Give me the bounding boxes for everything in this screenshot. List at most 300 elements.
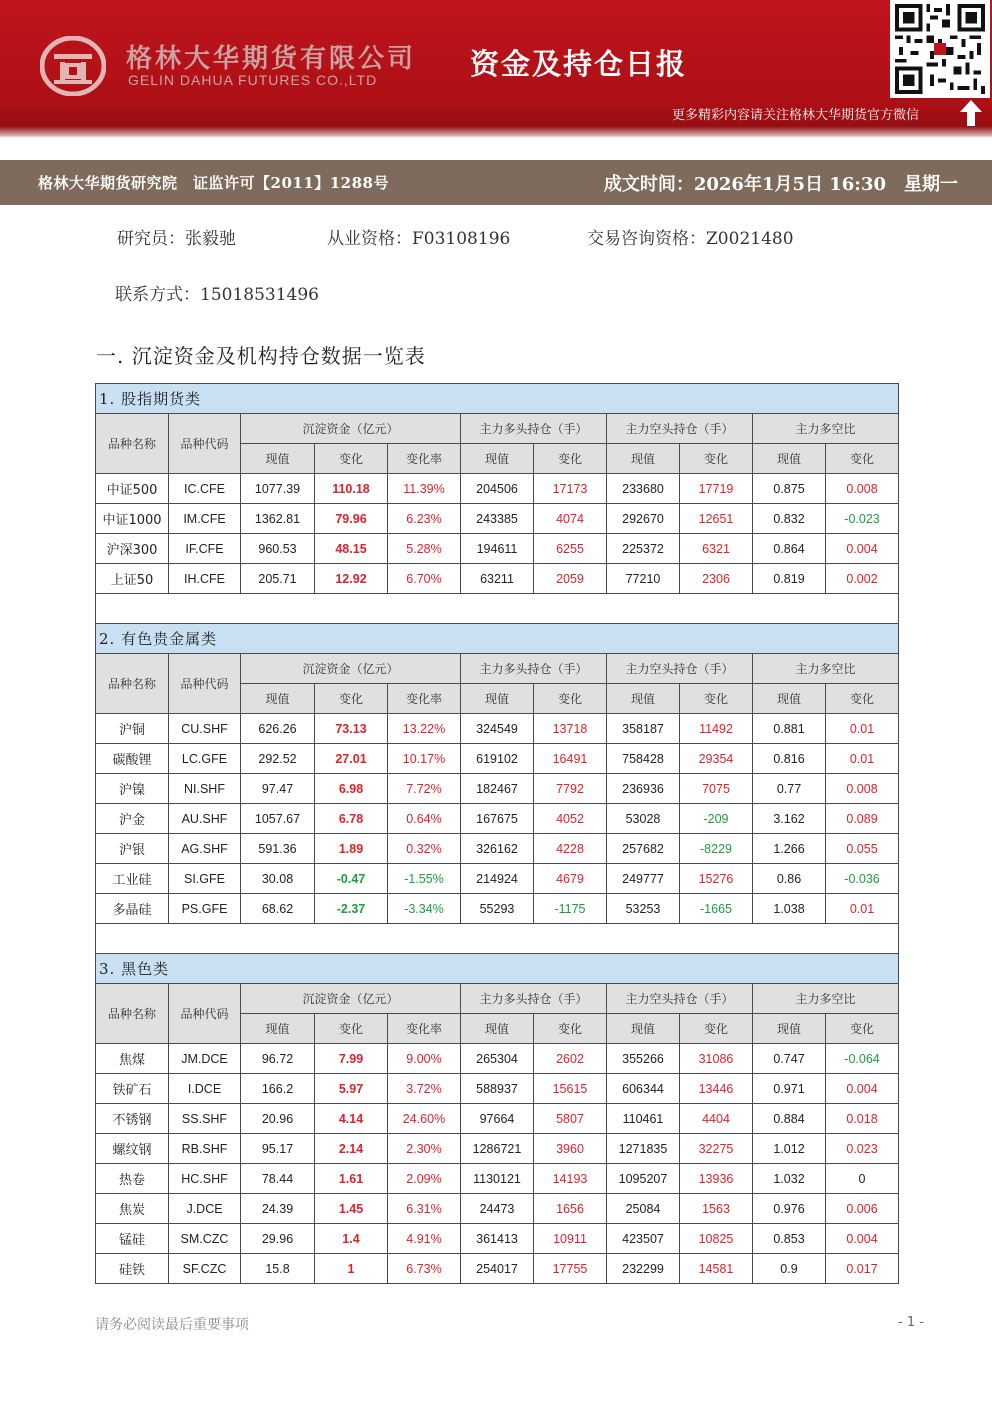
wechat-follow-tip: 更多精彩内容请关注格林大华期货官方微信 — [672, 108, 920, 123]
column-header: 品种名称 — [96, 984, 169, 1044]
column-header: 主力多空比 — [753, 654, 899, 684]
page-number: - 1 - — [898, 1315, 924, 1330]
header-row — [96, 984, 899, 1014]
table-row — [96, 1194, 899, 1224]
column-header: 品种代码 — [169, 654, 241, 714]
column-subheader: 变化 — [534, 444, 607, 474]
table-cell: 1.266 — [753, 834, 826, 864]
table-cell: 螺纹钢 — [96, 1134, 169, 1164]
column-subheader: 现值 — [607, 1014, 680, 1044]
category-row — [96, 384, 899, 414]
table-cell: 2059 — [534, 564, 607, 594]
table-cell: 0 — [826, 1164, 899, 1194]
table-cell: IF.CFE — [169, 534, 241, 564]
table-cell: 1.89 — [315, 834, 388, 864]
table-cell: 4.91% — [388, 1224, 461, 1254]
table-cell: 0.002 — [826, 564, 899, 594]
column-subheader: 变化率 — [388, 684, 461, 714]
table-cell: 多晶硅 — [96, 894, 169, 924]
table-row — [96, 1254, 899, 1284]
table-cell: 0.004 — [826, 1224, 899, 1254]
table-cell: 27.01 — [315, 744, 388, 774]
column-header: 主力空头持仓（手） — [607, 414, 753, 444]
table-cell: 0.089 — [826, 804, 899, 834]
researcher-name: 研究员：张毅驰 — [117, 229, 236, 249]
table-cell: 167675 — [461, 804, 534, 834]
practice-qualification: 从业资格：F03108196 — [327, 229, 511, 249]
column-header: 主力空头持仓（手） — [607, 984, 753, 1014]
table-cell: 6.98 — [315, 774, 388, 804]
table-cell: 3960 — [534, 1134, 607, 1164]
institute-license: 格林大华期货研究院 证监许可【2011】1288号 — [38, 174, 389, 192]
table-cell: 73.13 — [315, 714, 388, 744]
table-row — [96, 534, 899, 564]
table-cell: 1271835 — [607, 1134, 680, 1164]
table-cell: 960.53 — [241, 534, 315, 564]
table-cell: 110.18 — [315, 474, 388, 504]
spacer-row — [96, 594, 899, 624]
table-cell: 12651 — [680, 504, 753, 534]
table-cell: 225372 — [607, 534, 680, 564]
table-cell: 0.881 — [753, 714, 826, 744]
table-cell: -8229 — [680, 834, 753, 864]
table-cell: 249777 — [607, 864, 680, 894]
table-cell: 5.28% — [388, 534, 461, 564]
column-subheader: 变化率 — [388, 1014, 461, 1044]
table-cell: 14581 — [680, 1254, 753, 1284]
table-cell: 4052 — [534, 804, 607, 834]
column-header: 品种代码 — [169, 984, 241, 1044]
table-cell: 2.09% — [388, 1164, 461, 1194]
table-cell: JM.DCE — [169, 1044, 241, 1074]
table-cell: 0.747 — [753, 1044, 826, 1074]
table-cell: 95.17 — [241, 1134, 315, 1164]
capital-position-table — [95, 383, 898, 1284]
table-cell: 6321 — [680, 534, 753, 564]
table-cell: 11492 — [680, 714, 753, 744]
column-header: 主力多头持仓（手） — [461, 984, 607, 1014]
table-cell: 17719 — [680, 474, 753, 504]
table-cell: SS.SHF — [169, 1104, 241, 1134]
table-cell: -0.47 — [315, 864, 388, 894]
column-subheader: 现值 — [461, 444, 534, 474]
table-cell: 0.008 — [826, 474, 899, 504]
table-cell: 292670 — [607, 504, 680, 534]
column-subheader: 变化 — [315, 1014, 388, 1044]
table-cell: -0.036 — [826, 864, 899, 894]
spacer-cell — [96, 594, 899, 624]
column-header: 品种名称 — [96, 414, 169, 474]
table-cell: 13936 — [680, 1164, 753, 1194]
column-subheader: 变化 — [534, 1014, 607, 1044]
table-cell: PS.GFE — [169, 894, 241, 924]
column-subheader: 现值 — [753, 684, 826, 714]
table-cell: 232299 — [607, 1254, 680, 1284]
table-cell: 不锈钢 — [96, 1104, 169, 1134]
table-cell: 9.00% — [388, 1044, 461, 1074]
column-subheader: 变化 — [680, 1014, 753, 1044]
table-cell: AG.SHF — [169, 834, 241, 864]
table-cell: 324549 — [461, 714, 534, 744]
table-cell: IH.CFE — [169, 564, 241, 594]
table-cell: 中证500 — [96, 474, 169, 504]
category-title: 2. 有色贵金属类 — [96, 624, 899, 654]
table-cell: 2602 — [534, 1044, 607, 1074]
info-bar — [0, 160, 992, 205]
table-cell: 4.14 — [315, 1104, 388, 1134]
table-cell: 12.92 — [315, 564, 388, 594]
table-cell: 24.39 — [241, 1194, 315, 1224]
table-cell: 沪镍 — [96, 774, 169, 804]
table-cell: 243385 — [461, 504, 534, 534]
column-subheader: 现值 — [461, 684, 534, 714]
table-cell: 4074 — [534, 504, 607, 534]
table-cell: 中证1000 — [96, 504, 169, 534]
table-row — [96, 474, 899, 504]
table-cell: 0.017 — [826, 1254, 899, 1284]
table-cell: NI.SHF — [169, 774, 241, 804]
table-cell: 0.864 — [753, 534, 826, 564]
column-subheader: 变化 — [315, 444, 388, 474]
report-datetime: 成文时间：2026年1月5日 16:30 星期一 — [603, 174, 958, 195]
table-cell: 焦煤 — [96, 1044, 169, 1074]
column-subheader: 现值 — [241, 444, 315, 474]
table-row — [96, 714, 899, 744]
table-cell: 1057.67 — [241, 804, 315, 834]
table-cell: 110461 — [607, 1104, 680, 1134]
table-cell: 7792 — [534, 774, 607, 804]
table-cell: 0.055 — [826, 834, 899, 864]
table-row — [96, 1224, 899, 1254]
table-cell: 24473 — [461, 1194, 534, 1224]
table-cell: 沪铜 — [96, 714, 169, 744]
table-cell: 0.01 — [826, 744, 899, 774]
column-subheader: 变化 — [680, 444, 753, 474]
table-cell: 1130121 — [461, 1164, 534, 1194]
report-header — [0, 0, 992, 136]
table-cell: 31086 — [680, 1044, 753, 1074]
table-cell: 0.023 — [826, 1134, 899, 1164]
table-cell: 619102 — [461, 744, 534, 774]
table-cell: HC.SHF — [169, 1164, 241, 1194]
column-subheader: 变化 — [315, 684, 388, 714]
table-cell: -0.023 — [826, 504, 899, 534]
table-cell: 32275 — [680, 1134, 753, 1164]
table-cell: 423507 — [607, 1224, 680, 1254]
up-arrow-icon — [960, 100, 982, 126]
table-cell: 79.96 — [315, 504, 388, 534]
section-title: 一. 沉淀资金及机构持仓数据一览表 — [96, 344, 426, 368]
column-subheader: 现值 — [461, 1014, 534, 1044]
table-cell: 13718 — [534, 714, 607, 744]
table-cell: 292.52 — [241, 744, 315, 774]
table-cell: 55293 — [461, 894, 534, 924]
table-cell: 6.70% — [388, 564, 461, 594]
table-cell: I.DCE — [169, 1074, 241, 1104]
table-cell: 焦炭 — [96, 1194, 169, 1224]
table-cell: 0.884 — [753, 1104, 826, 1134]
column-header: 沉淀资金（亿元） — [241, 414, 461, 444]
column-header: 沉淀资金（亿元） — [241, 984, 461, 1014]
table-cell: 1.012 — [753, 1134, 826, 1164]
table-cell: 204506 — [461, 474, 534, 504]
table-cell: 53253 — [607, 894, 680, 924]
table-cell: 63211 — [461, 564, 534, 594]
table-cell: 1563 — [680, 1194, 753, 1224]
column-header: 主力多空比 — [753, 984, 899, 1014]
column-header: 主力空头持仓（手） — [607, 654, 753, 684]
table-cell: 6.23% — [388, 504, 461, 534]
table-cell: LC.GFE — [169, 744, 241, 774]
table-cell: 214924 — [461, 864, 534, 894]
table-cell: -1665 — [680, 894, 753, 924]
table-cell: 0.006 — [826, 1194, 899, 1224]
table-cell: 20.96 — [241, 1104, 315, 1134]
column-header: 主力多头持仓（手） — [461, 414, 607, 444]
table-cell: 10911 — [534, 1224, 607, 1254]
table-cell: 13.22% — [388, 714, 461, 744]
table-cell: 1.45 — [315, 1194, 388, 1224]
table-cell: 15276 — [680, 864, 753, 894]
table-cell: 17755 — [534, 1254, 607, 1284]
table-cell: 758428 — [607, 744, 680, 774]
table-cell: 358187 — [607, 714, 680, 744]
column-subheader: 现值 — [241, 1014, 315, 1044]
table-cell: 194611 — [461, 534, 534, 564]
table-cell: 3.162 — [753, 804, 826, 834]
consult-qualification: 交易咨询资格：Z0021480 — [587, 229, 794, 249]
table-cell: 1 — [315, 1254, 388, 1284]
table-cell: 铁矿石 — [96, 1074, 169, 1104]
table-cell: 0.32% — [388, 834, 461, 864]
table-cell: 355266 — [607, 1044, 680, 1074]
table-cell: 25084 — [607, 1194, 680, 1224]
column-subheader: 变化 — [826, 1014, 899, 1044]
table-cell: 48.15 — [315, 534, 388, 564]
table-cell: 0.008 — [826, 774, 899, 804]
table-cell: 0.64% — [388, 804, 461, 834]
table-cell: 0.819 — [753, 564, 826, 594]
table-cell: 2.30% — [388, 1134, 461, 1164]
table-cell: 265304 — [461, 1044, 534, 1074]
column-subheader: 现值 — [753, 444, 826, 474]
column-subheader: 变化 — [680, 684, 753, 714]
table-cell: 沪金 — [96, 804, 169, 834]
table-cell: 254017 — [461, 1254, 534, 1284]
table-row — [96, 804, 899, 834]
table-cell: 626.26 — [241, 714, 315, 744]
table-cell: 13446 — [680, 1074, 753, 1104]
company-logo-icon — [40, 36, 106, 96]
table-cell: 7.72% — [388, 774, 461, 804]
table-cell: SF.CZC — [169, 1254, 241, 1284]
table-cell: 30.08 — [241, 864, 315, 894]
column-subheader: 变化率 — [388, 444, 461, 474]
table-cell: 6.78 — [315, 804, 388, 834]
column-header: 品种代码 — [169, 414, 241, 474]
table-cell: 0.832 — [753, 504, 826, 534]
table-cell: 1362.81 — [241, 504, 315, 534]
spacer-cell — [96, 924, 899, 954]
table-cell: 606344 — [607, 1074, 680, 1104]
table-cell: 1.4 — [315, 1224, 388, 1254]
table-cell: 6.73% — [388, 1254, 461, 1284]
table-cell: 0.01 — [826, 894, 899, 924]
table-row — [96, 1164, 899, 1194]
company-name-cn: 格林大华期货有限公司 — [126, 44, 417, 74]
category-title: 1. 股指期货类 — [96, 384, 899, 414]
table-row — [96, 864, 899, 894]
table-cell: 1095207 — [607, 1164, 680, 1194]
table-cell: 7.99 — [315, 1044, 388, 1074]
table-cell: 硅铁 — [96, 1254, 169, 1284]
header-row — [96, 654, 899, 684]
table-cell: 182467 — [461, 774, 534, 804]
table-cell: 锰硅 — [96, 1224, 169, 1254]
table-cell: 0.86 — [753, 864, 826, 894]
table-cell: 沪银 — [96, 834, 169, 864]
table-cell: 326162 — [461, 834, 534, 864]
table-cell: 15615 — [534, 1074, 607, 1104]
spacer-row — [96, 924, 899, 954]
column-header: 主力多头持仓（手） — [461, 654, 607, 684]
table-cell: IM.CFE — [169, 504, 241, 534]
table-cell: 10825 — [680, 1224, 753, 1254]
table-cell: 1.032 — [753, 1164, 826, 1194]
table-row — [96, 774, 899, 804]
table-row — [96, 1134, 899, 1164]
column-subheader: 现值 — [753, 1014, 826, 1044]
table-cell: 17173 — [534, 474, 607, 504]
header-shadow — [0, 126, 992, 138]
table-cell: 591.36 — [241, 834, 315, 864]
column-subheader: 现值 — [241, 684, 315, 714]
report-title: 资金及持仓日报 — [470, 47, 688, 81]
table-cell: 29.96 — [241, 1224, 315, 1254]
table-cell: RB.SHF — [169, 1134, 241, 1164]
company-name-en: GELIN DAHUA FUTURES CO.,LTD — [128, 72, 378, 88]
table-cell: 碳酸锂 — [96, 744, 169, 774]
table-row — [96, 564, 899, 594]
header-row — [96, 414, 899, 444]
table-cell: -1175 — [534, 894, 607, 924]
column-subheader: 现值 — [607, 444, 680, 474]
category-row — [96, 624, 899, 654]
table-cell: J.DCE — [169, 1194, 241, 1224]
table-cell: -2.37 — [315, 894, 388, 924]
table-cell: 16491 — [534, 744, 607, 774]
table-cell: AU.SHF — [169, 804, 241, 834]
table-cell: 工业硅 — [96, 864, 169, 894]
table-cell: SM.CZC — [169, 1224, 241, 1254]
table-cell: 53028 — [607, 804, 680, 834]
table-cell: -3.34% — [388, 894, 461, 924]
category-title: 3. 黑色类 — [96, 954, 899, 984]
table-cell: 0.971 — [753, 1074, 826, 1104]
column-header: 主力多空比 — [753, 414, 899, 444]
table-cell: 4228 — [534, 834, 607, 864]
table-cell: 0.9 — [753, 1254, 826, 1284]
table-row — [96, 1044, 899, 1074]
table-cell: 0.77 — [753, 774, 826, 804]
table-cell: 上证50 — [96, 564, 169, 594]
table-cell: 2306 — [680, 564, 753, 594]
table-cell: 10.17% — [388, 744, 461, 774]
table-row — [96, 504, 899, 534]
table-cell: 361413 — [461, 1224, 534, 1254]
table-row — [96, 1104, 899, 1134]
table-cell: 78.44 — [241, 1164, 315, 1194]
table-cell: SI.GFE — [169, 864, 241, 894]
table-cell: 77210 — [607, 564, 680, 594]
table-cell: IC.CFE — [169, 474, 241, 504]
column-header: 品种名称 — [96, 654, 169, 714]
table-cell: 257682 — [607, 834, 680, 864]
table-cell: 沪深300 — [96, 534, 169, 564]
table-cell: CU.SHF — [169, 714, 241, 744]
table-cell: 166.2 — [241, 1074, 315, 1104]
table-cell: 68.62 — [241, 894, 315, 924]
table-cell: 7075 — [680, 774, 753, 804]
table-cell: 0.004 — [826, 534, 899, 564]
table-cell: 236936 — [607, 774, 680, 804]
table-cell: 14193 — [534, 1164, 607, 1194]
table-cell: 0.816 — [753, 744, 826, 774]
table-cell: 2.14 — [315, 1134, 388, 1164]
disclaimer-note: 请务必阅读最后重要事项 — [95, 1317, 249, 1333]
table-cell: 0.004 — [826, 1074, 899, 1104]
table-cell: 4404 — [680, 1104, 753, 1134]
column-subheader: 变化 — [534, 684, 607, 714]
table-cell: -209 — [680, 804, 753, 834]
table-cell: 96.72 — [241, 1044, 315, 1074]
table-cell: 15.8 — [241, 1254, 315, 1284]
column-subheader: 变化 — [826, 684, 899, 714]
table-cell: 5.97 — [315, 1074, 388, 1104]
column-subheader: 现值 — [607, 684, 680, 714]
table-cell: 205.71 — [241, 564, 315, 594]
table-cell: 97664 — [461, 1104, 534, 1134]
table-cell: 0.853 — [753, 1224, 826, 1254]
table-cell: 29354 — [680, 744, 753, 774]
table-cell: -0.064 — [826, 1044, 899, 1074]
table-cell: 0.018 — [826, 1104, 899, 1134]
table-cell: 1077.39 — [241, 474, 315, 504]
table-cell: 588937 — [461, 1074, 534, 1104]
table-cell: 24.60% — [388, 1104, 461, 1134]
table-row — [96, 894, 899, 924]
table-cell: 0.01 — [826, 714, 899, 744]
table-cell: 1286721 — [461, 1134, 534, 1164]
table-cell: 11.39% — [388, 474, 461, 504]
table-cell: 6.31% — [388, 1194, 461, 1224]
table-cell: 0.875 — [753, 474, 826, 504]
table-cell: 3.72% — [388, 1074, 461, 1104]
table-cell: -1.55% — [388, 864, 461, 894]
column-header: 沉淀资金（亿元） — [241, 654, 461, 684]
wechat-qr-code-icon — [890, 0, 990, 98]
contact-info: 联系方式：15018531496 — [115, 285, 319, 305]
table-row — [96, 834, 899, 864]
table-cell: 热卷 — [96, 1164, 169, 1194]
table-cell: 5807 — [534, 1104, 607, 1134]
table-cell: 0.976 — [753, 1194, 826, 1224]
table-cell: 97.47 — [241, 774, 315, 804]
table-cell: 1.61 — [315, 1164, 388, 1194]
table-cell: 1656 — [534, 1194, 607, 1224]
table-cell: 233680 — [607, 474, 680, 504]
column-subheader: 变化 — [826, 444, 899, 474]
